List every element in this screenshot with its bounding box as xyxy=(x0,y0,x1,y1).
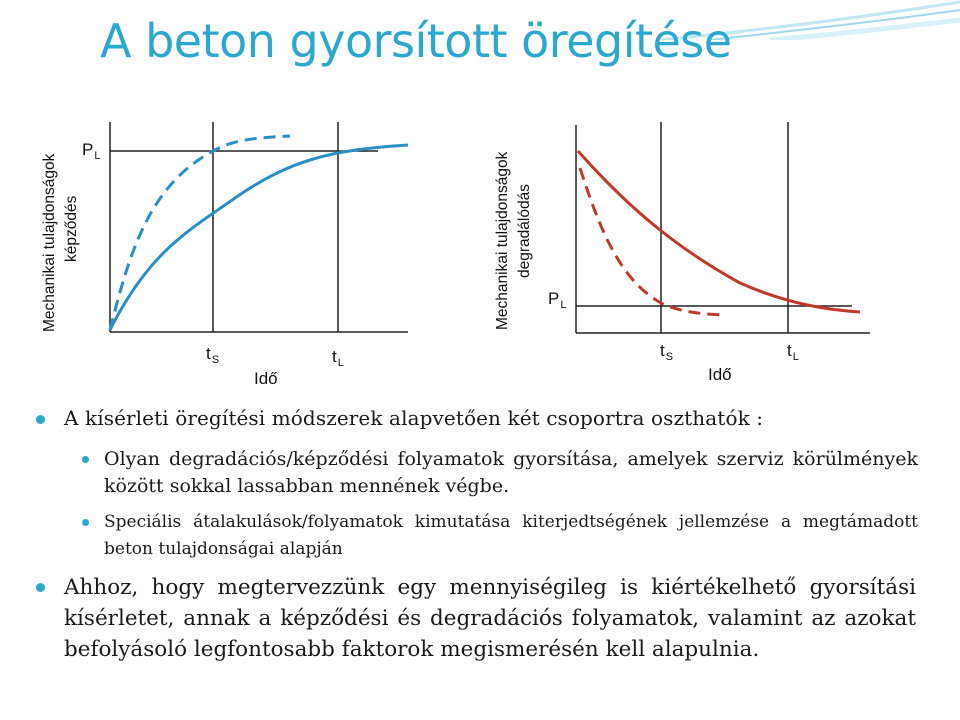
bullet-dot-icon xyxy=(36,415,45,424)
left-ylabel-line2: képződés xyxy=(63,195,80,262)
right-ylabel-line1: Mechanikai tulajdonságok xyxy=(494,151,511,330)
right-xlabel: Idő xyxy=(708,365,732,384)
bullet-level1-design xyxy=(64,572,916,665)
bullet-text: Ahhoz, hogy megtervezzünk egy mennyiségileg is kiértékelhető gyorsítási kísérletet, annak a képződési és degradációs folyamatok, valamint az azokat befolyásoló legfontosabb faktorok megismerésén kell alapulnia. xyxy=(64,575,916,662)
bullet-level2-acceleration xyxy=(104,446,918,500)
bullet-dot-icon xyxy=(36,583,45,592)
bullet-dot-icon xyxy=(82,519,89,526)
bullet-level2-detection xyxy=(104,509,918,563)
bullet-text: A kísérleti öregítési módszerek alapvetően két csoportra oszthatók : xyxy=(64,406,764,430)
right-ts-label: $t_S$ xyxy=(660,341,674,363)
right-solid-curve xyxy=(578,151,860,312)
left-ylabel-line1: Mechanikai tulajdonságok xyxy=(41,153,58,332)
left-tl-label: $t_L$ xyxy=(332,347,344,369)
left-ts-label: $t_S$ xyxy=(206,344,220,366)
diagram-formation xyxy=(41,122,408,388)
left-dashed-curve xyxy=(110,136,290,330)
left-solid-curve xyxy=(110,145,408,330)
page-title: A beton gyorsított öregítése xyxy=(100,14,732,68)
diagram-degradation xyxy=(494,122,870,384)
bullet-level1-methods xyxy=(64,406,763,430)
right-ylabel-line2: degradálódás xyxy=(516,184,533,278)
bullet-text: Speciális átalakulások/folyamatok kimutatása kiterjedtségének jellemzése a megtámadott beton tulajdonságai alapján xyxy=(104,512,918,559)
left-pl-label: $P_L$ xyxy=(82,140,101,162)
right-tl-label: $t_L$ xyxy=(787,341,799,363)
bullet-dot-icon xyxy=(82,456,89,463)
left-xlabel: Idő xyxy=(254,369,278,388)
right-pl-label: $P_L$ xyxy=(548,289,567,311)
bullet-text: Olyan degradációs/képződési folyamatok gyorsítása, amelyek szerviz körülmények között sokkal lassabban mennének végbe. xyxy=(104,448,918,497)
right-dashed-curve xyxy=(580,168,725,315)
